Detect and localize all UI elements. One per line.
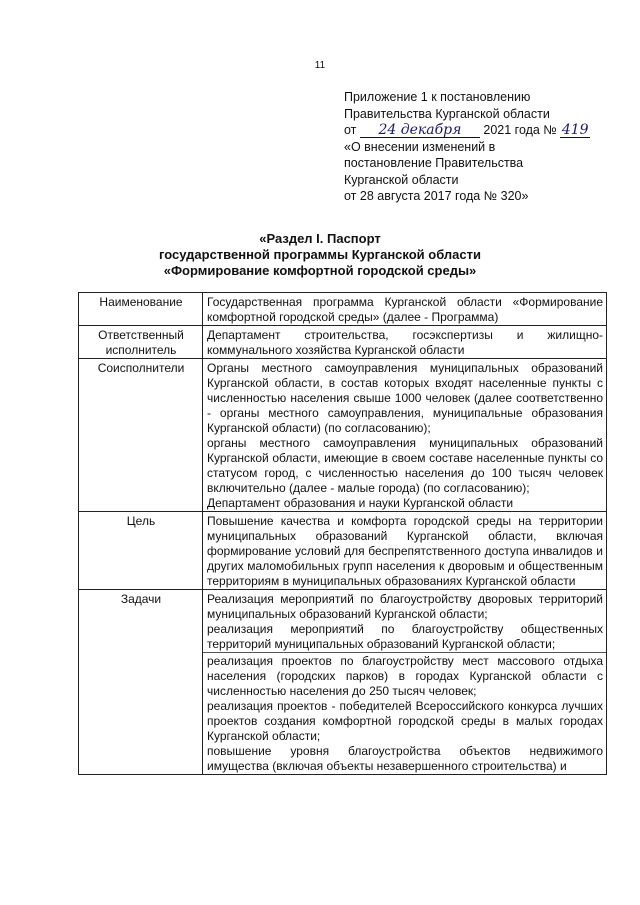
appendix-line-7: от 28 августа 2017 года № 320» (344, 189, 529, 203)
appendix-line-2: Правительства Курганской области (344, 106, 550, 121)
value-paragraph: реализация мероприятий по благоустройству общественных территорий муниципальных образований Курганской области; (207, 622, 603, 651)
date-suffix: 2021 года № (483, 123, 557, 137)
row-value (203, 590, 607, 775)
handwritten-date: 24 декабря (360, 124, 480, 138)
table-row (79, 326, 607, 359)
passport-table (78, 292, 607, 775)
appendix-line-5: постановление Правительства (344, 156, 524, 170)
heading-line-1: «Раздел I. Паспорт (259, 231, 381, 246)
value-paragraph: Департамент образования и науки Курганской области (207, 496, 514, 510)
appendix-line-6: Курганской области (344, 172, 459, 187)
value-paragraph: Департамент строительства, госэкспертизы и жилищно-коммунального хозяйства Курганской области (207, 328, 603, 357)
row-label: Ответственный исполнитель (79, 326, 203, 359)
row-value (203, 326, 607, 359)
value-paragraph: органы местного самоуправления муниципальных образований Курганской области, имеющие в своем составе населенные пункты со статусом город, с численностью населения до 100 тысяч человек включительно (далее - малые города) (по согласованию); (207, 436, 603, 495)
value-paragraph: реализация проектов по благоустройству мест массового отдыха населения (городских парков) в городах Курганской области с численностью населения до 250 тысяч человек; (203, 652, 606, 699)
row-label: Задачи (79, 590, 203, 775)
value-paragraph: реализация проектов - победителей Всероссийского конкурса лучших проектов создания комфортной городской среды в малых городах Курганской области; (207, 699, 603, 743)
table-row (79, 590, 607, 775)
table-row (79, 512, 607, 590)
value-paragraph: Государственная программа Курганской области «Формирование комфортной городской среды» (далее - Программа) (207, 295, 603, 324)
appendix-date-line (344, 122, 624, 139)
handwritten-number: 419 (561, 122, 589, 138)
appendix-line-4: «О внесении изменений в (344, 139, 496, 154)
heading-line-3: «Формирование комфортной городской среды» (163, 263, 477, 278)
page-number: 11 (314, 60, 326, 71)
row-value (203, 512, 607, 590)
value-paragraph: Реализация мероприятий по благоустройству дворовых территорий муниципальных образований Курганской области; (207, 592, 603, 621)
row-label: Цель (79, 512, 203, 590)
row-label: Соисполнители (79, 359, 203, 512)
appendix-line-1: Приложение 1 к постановлению (344, 90, 531, 104)
date-prefix: от (344, 123, 357, 137)
appendix-block (344, 89, 624, 205)
value-paragraph: повышение уровня благоустройства объектов недвижимого имущества (включая объекты незавершенного строительства) и (207, 744, 603, 773)
section-heading (0, 231, 640, 279)
value-paragraph: Повышение качества и комфорта городской среды на территории муниципальных образований Курганской области, включая формирование условий для беспрепятственного доступа инвалидов и других маломобильных групп населения к дворовым и общественным территориям в муниципальных образованиях Курганской области (207, 514, 603, 588)
heading-line-2: государственной программы Курганской области (159, 247, 481, 262)
table-row (79, 293, 607, 326)
row-label: Наименование (79, 293, 203, 326)
row-value (203, 359, 607, 512)
value-paragraph: Органы местного самоуправления муниципальных образований Курганской области, в состав которых входят населенные пункты с численностью населения свыше 1000 человек (далее соответственно - органы местного самоуправления, муниципальные образования Курганской области) (по согласованию); (207, 361, 603, 435)
row-value (203, 293, 607, 326)
table-row (79, 359, 607, 512)
